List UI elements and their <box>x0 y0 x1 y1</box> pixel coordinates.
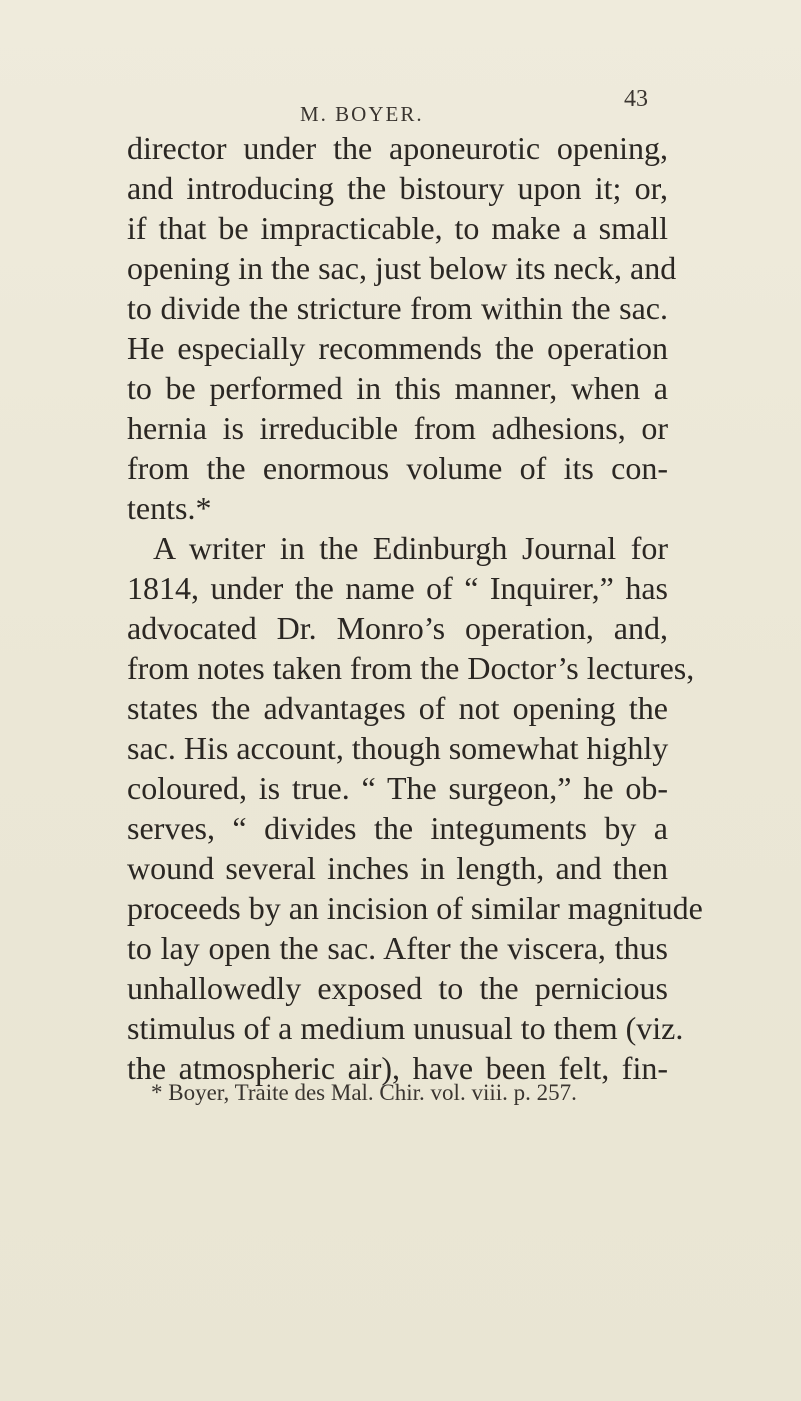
text-line: if that be impracticable, to make a small <box>127 210 668 246</box>
text-line: director under the aponeurotic opening, <box>127 130 668 166</box>
text-line: serves, “ divides the integuments by a <box>127 810 668 846</box>
text-line: the atmospheric air), have been felt, fin- <box>127 1050 668 1086</box>
text-line: to lay open the sac. After the viscera, thus <box>127 930 668 966</box>
text-line: hernia is irreducible from adhesions, or <box>127 410 668 446</box>
text-line: advocated Dr. Monro’s operation, and, <box>127 610 668 646</box>
text-line: wound several inches in length, and then <box>127 850 668 886</box>
text-line: from notes taken from the Doctor’s lectures, <box>127 650 695 686</box>
text-line: sac. His account, though somewhat highly <box>127 730 669 766</box>
text-line: to be performed in this manner, when a <box>127 370 668 406</box>
text-line: 1814, under the name of “ Inquirer,” has <box>127 570 668 606</box>
footnote: * Boyer, Traite des Mal. Chir. vol. viii. p. 257. <box>151 1080 577 1105</box>
page-number: 43 <box>624 86 648 112</box>
text-line: coloured, is true. “ The surgeon,” he ob- <box>127 770 668 806</box>
text-line: unhallowedly exposed to the pernicious <box>127 970 668 1006</box>
text-line: tents.* <box>127 490 212 526</box>
text-line: and introducing the bistoury upon it; or, <box>127 170 668 206</box>
text-line: states the advantages of not opening the <box>127 690 668 726</box>
text-line: A writer in the Edinburgh Journal for <box>153 530 668 566</box>
text-line: from the enormous volume of its con- <box>127 450 668 486</box>
text-line: proceeds by an incision of similar magnitude <box>127 890 703 926</box>
text-line: stimulus of a medium unusual to them (viz. <box>127 1010 684 1046</box>
text-line: He especially recommends the operation <box>127 330 668 366</box>
text-line: to divide the stricture from within the sac. <box>127 290 668 326</box>
text-line: opening in the sac, just below its neck, and <box>127 250 677 286</box>
running-head: M. BOYER. <box>300 102 424 126</box>
